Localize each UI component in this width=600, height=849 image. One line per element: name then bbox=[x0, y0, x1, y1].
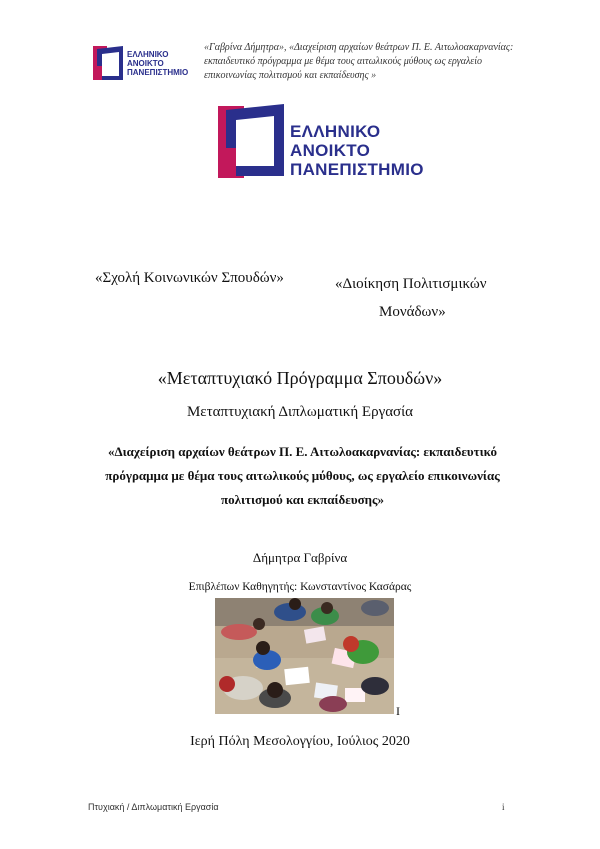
university-logo-icon bbox=[93, 46, 127, 82]
main-logo-text bbox=[290, 122, 424, 179]
header-logo-line: ΑΝΟΙΚΤΟ bbox=[127, 59, 164, 68]
program-name bbox=[335, 270, 535, 326]
author-name: Δήμητρα Γαβρίνα bbox=[252, 550, 348, 565]
university-logo-icon bbox=[218, 104, 286, 180]
header-logo-line: ΕΛΛΗΝΙΚΟ bbox=[127, 50, 169, 59]
header-quote: «Γαβρίνα Δήμητρα», «Διαχείριση αρχαίων θεάτρων Π. Ε. Αιτωλοακαρνανίας: εκπαιδευτικό πρόγραμμα με θέμα τους αιτωλικούς μύθους ως εργαλείο επικοινωνίας πολιτισμού και εκπαίδευσης » bbox=[204, 42, 514, 81]
main-logo-line: ΕΛΛΗΝΙΚΟ bbox=[290, 122, 381, 141]
header-logo-line: ΠΑΝΕΠΙΣΤΗΜΙΟ bbox=[127, 68, 189, 77]
school-name: «Σχολή Κοινωνικών Σπουδών» bbox=[95, 270, 284, 286]
footer-label: Πτυχιακή / Διπλωματική Εργασία bbox=[88, 802, 219, 812]
main-logo bbox=[218, 104, 424, 180]
thesis-title: «Διαχείριση αρχαίων θεάτρων Π. Ε. Αιτωλοακαρνανίας: εκπαιδευτικό πρόγραμμα με θέμα τους αιτωλικούς μύθους, ως εργαλείο επικοινωνίας πολιτισμού και εκπαίδευσης» bbox=[105, 444, 500, 507]
main-logo-line: ΑΝΟΙΚΤΟ bbox=[290, 141, 371, 160]
children-photo-image bbox=[215, 598, 394, 714]
msc-title: «Μεταπτυχιακό Πρόγραμμα Σπουδών» bbox=[157, 368, 443, 388]
program-name-line1: «Διοίκηση Πολιτισμικών bbox=[335, 276, 487, 292]
header-logo-text bbox=[127, 50, 188, 77]
program-name-line2: Μονάδων» bbox=[379, 304, 446, 320]
supervisor: Επιβλέπων Καθηγητής: Κωνσταντίνος Κασάρας bbox=[188, 581, 412, 593]
page-number: i bbox=[502, 802, 505, 812]
place-date: Ιερή Πόλη Μεσολογγίου, Ιούλιος 2020 bbox=[190, 734, 410, 749]
header-logo bbox=[93, 46, 188, 82]
cover-photo bbox=[215, 598, 394, 714]
text-cursor-mark: I bbox=[396, 704, 400, 718]
thesis-type: Μεταπτυχιακή Διπλωματική Εργασία bbox=[186, 404, 414, 420]
main-logo-line: ΠΑΝΕΠΙΣΤΗΜΙΟ bbox=[290, 160, 424, 179]
